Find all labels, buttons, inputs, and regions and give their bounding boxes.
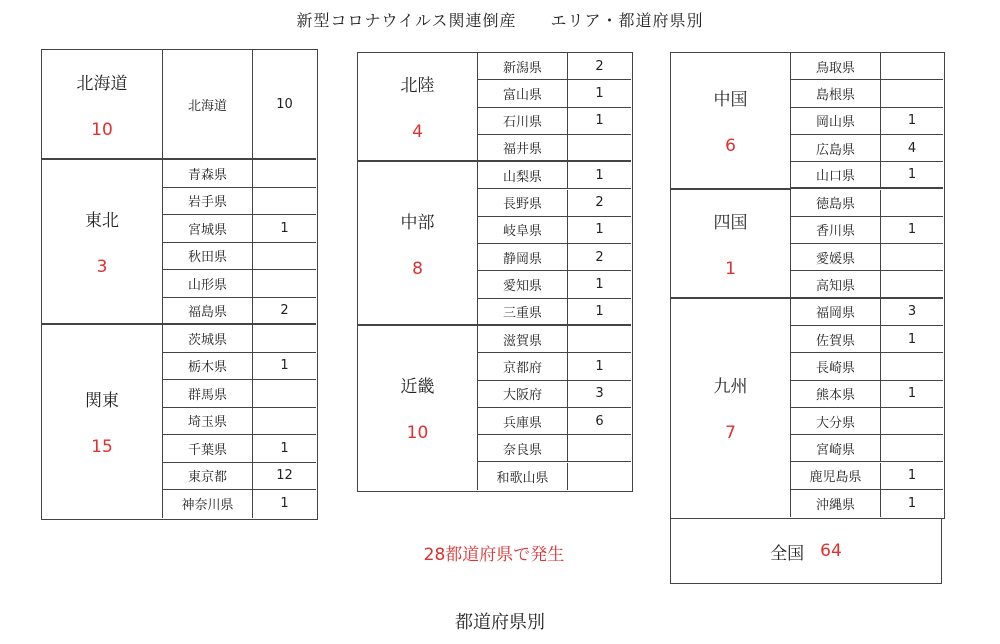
prefecture-count: 3 — [595, 386, 604, 402]
prefecture-count — [568, 463, 631, 490]
region-cell — [358, 162, 478, 326]
table-row — [478, 80, 631, 107]
prefecture-name: 山梨県 — [478, 162, 568, 188]
region-cell — [671, 299, 791, 517]
page-title: 新型コロナウイルス関連倒産 エリア・都道府県別 — [296, 11, 704, 30]
prefecture-count: 2 — [595, 195, 604, 211]
national-total — [670, 518, 942, 584]
prefecture-count — [253, 188, 316, 215]
prefecture-count: 1 — [907, 222, 917, 238]
region-count: 7 — [725, 423, 736, 444]
region-count: 6 — [725, 135, 736, 156]
prefecture-count — [881, 80, 943, 106]
prefecture-name: 徳島県 — [791, 190, 881, 216]
prefecture-name: 北海道 — [163, 50, 253, 158]
prefecture-count: 4 — [907, 140, 917, 156]
prefecture-name: 熊本県 — [791, 381, 881, 407]
region-cell — [671, 190, 791, 299]
prefecture-count: 1 — [907, 167, 917, 183]
prefecture-name: 大分県 — [791, 408, 881, 434]
prefecture-name: 長野県 — [478, 190, 568, 216]
prefecture-name: 静岡県 — [478, 244, 568, 270]
national-label: 全国 — [770, 543, 805, 564]
region-name: 中部 — [400, 212, 435, 233]
prefecture-count: 1 — [280, 220, 289, 236]
region-count: 1 — [725, 258, 736, 279]
prefecture-count — [881, 271, 943, 296]
column-west — [670, 52, 945, 519]
prefecture-count: 1 — [595, 85, 604, 101]
column-central — [357, 52, 633, 492]
prefecture-name: 福島県 — [163, 298, 253, 324]
prefecture-name: 長崎県 — [791, 353, 881, 379]
column-north-east — [41, 49, 318, 520]
table-row — [163, 325, 316, 353]
prefecture-count — [568, 135, 631, 160]
table-row — [478, 108, 631, 135]
region-count: 10 — [91, 119, 113, 140]
prefecture-name: 奈良県 — [478, 435, 568, 461]
prefecture-count — [253, 160, 316, 187]
prefecture-name: 佐賀県 — [791, 326, 881, 352]
table-row — [478, 271, 631, 298]
prefecture-name: 高知県 — [791, 271, 881, 296]
table-row — [791, 190, 943, 217]
prefecture-count — [253, 380, 316, 407]
prefecture-count: 1 — [280, 496, 289, 512]
prefecture-name: 愛知県 — [478, 271, 568, 297]
prefecture-name: 和歌山県 — [478, 463, 568, 490]
region-cell — [671, 53, 791, 190]
region-cell — [42, 50, 163, 160]
region-count: 8 — [412, 258, 423, 279]
table-row — [163, 298, 316, 326]
prefecture-count: 1 — [907, 495, 917, 511]
region-name: 東北 — [85, 211, 119, 231]
table-row — [791, 463, 943, 490]
table-row — [478, 408, 631, 435]
prefecture-name: 山形県 — [163, 270, 253, 297]
prefecture-name: 神奈川県 — [163, 490, 253, 518]
prefecture-name: 山口県 — [791, 162, 881, 187]
prefecture-name: 広島県 — [791, 135, 881, 161]
region-cell — [358, 53, 478, 162]
table-row — [163, 50, 316, 160]
table-row — [478, 162, 631, 189]
prefecture-name: 茨城県 — [163, 325, 253, 352]
table-row — [478, 326, 631, 353]
table-caption: 都道府県別 — [455, 612, 545, 633]
prefecture-count — [253, 325, 316, 352]
prefecture-name: 宮城県 — [163, 215, 253, 242]
table-row — [478, 463, 631, 490]
prefecture-name: 秋田県 — [163, 243, 253, 270]
prefecture-name: 兵庫県 — [478, 408, 568, 434]
region-name: 九州 — [713, 377, 748, 398]
region-name: 北陸 — [400, 76, 435, 97]
prefecture-name: 新潟県 — [478, 53, 568, 79]
prefecture-name: 埼玉県 — [163, 408, 253, 435]
region-name: 四国 — [713, 212, 748, 233]
prefecture-count — [253, 243, 316, 270]
prefecture-name: 石川県 — [478, 108, 568, 134]
prefecture-count — [881, 353, 943, 379]
prefecture-count — [253, 408, 316, 435]
prefecture-name: 大阪府 — [478, 381, 568, 407]
table-row — [478, 53, 631, 80]
prefecture-name: 愛媛県 — [791, 244, 881, 270]
prefecture-name: 京都府 — [478, 353, 568, 379]
prefecture-count: 1 — [595, 358, 604, 374]
prefecture-count: 2 — [280, 302, 289, 318]
prefecture-name: 鳥取県 — [791, 53, 881, 79]
prefecture-count-note: 28都道府県で発生 — [423, 545, 565, 565]
table-row — [478, 244, 631, 271]
table-row — [791, 80, 943, 107]
prefecture-name: 滋賀県 — [478, 326, 568, 352]
table-row — [163, 270, 316, 298]
table-row — [791, 108, 943, 135]
table-row — [478, 299, 631, 326]
table-row — [791, 53, 943, 80]
table-row — [163, 160, 316, 188]
prefecture-name: 宮崎県 — [791, 435, 881, 461]
table-row — [478, 190, 631, 217]
prefecture-count: 1 — [907, 113, 917, 129]
prefecture-count: 6 — [595, 413, 604, 429]
table-row — [163, 243, 316, 271]
region-name: 関東 — [85, 390, 119, 411]
prefecture-count — [881, 190, 943, 216]
table-row — [163, 408, 316, 436]
prefecture-count: 10 — [276, 96, 293, 112]
prefecture-name: 岐阜県 — [478, 217, 568, 243]
table-row — [791, 353, 943, 380]
table-row — [791, 299, 943, 326]
table-row — [791, 271, 943, 298]
prefecture-count: 1 — [595, 167, 604, 183]
prefecture-name: 島根県 — [791, 80, 881, 106]
table-row — [791, 435, 943, 462]
table-row — [478, 381, 631, 408]
national-value: 64 — [820, 541, 842, 561]
prefecture-name: 千葉県 — [163, 435, 253, 462]
prefecture-name: 福井県 — [478, 135, 568, 160]
table-row — [163, 435, 316, 463]
prefecture-count — [881, 408, 943, 434]
prefecture-count — [881, 244, 943, 270]
table-row — [163, 353, 316, 381]
prefecture-count: 1 — [280, 358, 289, 374]
table-row — [163, 188, 316, 216]
region-name: 中国 — [713, 89, 748, 110]
table-row — [791, 408, 943, 435]
prefecture-count: 1 — [595, 113, 604, 129]
prefecture-name: 群馬県 — [163, 380, 253, 407]
table-row — [478, 435, 631, 462]
prefecture-name: 東京都 — [163, 463, 253, 490]
prefecture-name: 栃木県 — [163, 353, 253, 380]
region-cell — [42, 160, 163, 325]
table-row — [791, 490, 943, 517]
prefecture-name: 青森県 — [163, 160, 253, 187]
region-cell — [42, 325, 163, 518]
prefecture-count: 12 — [276, 468, 293, 484]
prefecture-count — [881, 53, 943, 79]
prefecture-count: 1 — [595, 303, 604, 319]
table-row — [791, 326, 943, 353]
prefecture-name: 富山県 — [478, 80, 568, 106]
prefecture-count: 1 — [595, 277, 604, 293]
table-row — [791, 381, 943, 408]
prefecture-count: 3 — [907, 304, 917, 320]
table-row — [478, 135, 631, 162]
prefecture-name: 福岡県 — [791, 299, 881, 325]
region-cell — [358, 326, 478, 490]
region-count: 4 — [412, 122, 423, 143]
region-count: 3 — [96, 257, 108, 277]
region-name: 近畿 — [400, 377, 435, 398]
region-count: 10 — [406, 423, 429, 444]
table-row — [163, 215, 316, 243]
prefecture-count: 1 — [595, 222, 604, 238]
region-name: 北海道 — [76, 73, 128, 94]
prefecture-count: 1 — [280, 440, 289, 456]
table-row — [163, 463, 316, 491]
prefecture-count — [881, 435, 943, 461]
prefecture-name: 三重県 — [478, 299, 568, 324]
prefecture-name: 岡山県 — [791, 108, 881, 134]
prefecture-count — [568, 435, 631, 461]
table-row — [791, 135, 943, 162]
prefecture-count: 1 — [907, 331, 917, 347]
table-row — [791, 244, 943, 271]
prefecture-count: 1 — [907, 386, 917, 402]
table-row — [791, 217, 943, 244]
table-row — [478, 353, 631, 380]
prefecture-count: 2 — [595, 58, 604, 74]
prefecture-name: 岩手県 — [163, 188, 253, 215]
table-row — [791, 162, 943, 189]
table-row — [478, 217, 631, 244]
prefecture-count: 1 — [907, 468, 917, 484]
prefecture-count — [568, 326, 631, 352]
prefecture-name: 香川県 — [791, 217, 881, 243]
table-row — [163, 380, 316, 408]
prefecture-count — [253, 270, 316, 297]
region-count: 15 — [91, 436, 113, 457]
table-row — [163, 490, 316, 518]
prefecture-name: 鹿児島県 — [791, 463, 881, 489]
prefecture-name: 沖縄県 — [791, 490, 881, 517]
prefecture-count: 2 — [595, 249, 604, 265]
